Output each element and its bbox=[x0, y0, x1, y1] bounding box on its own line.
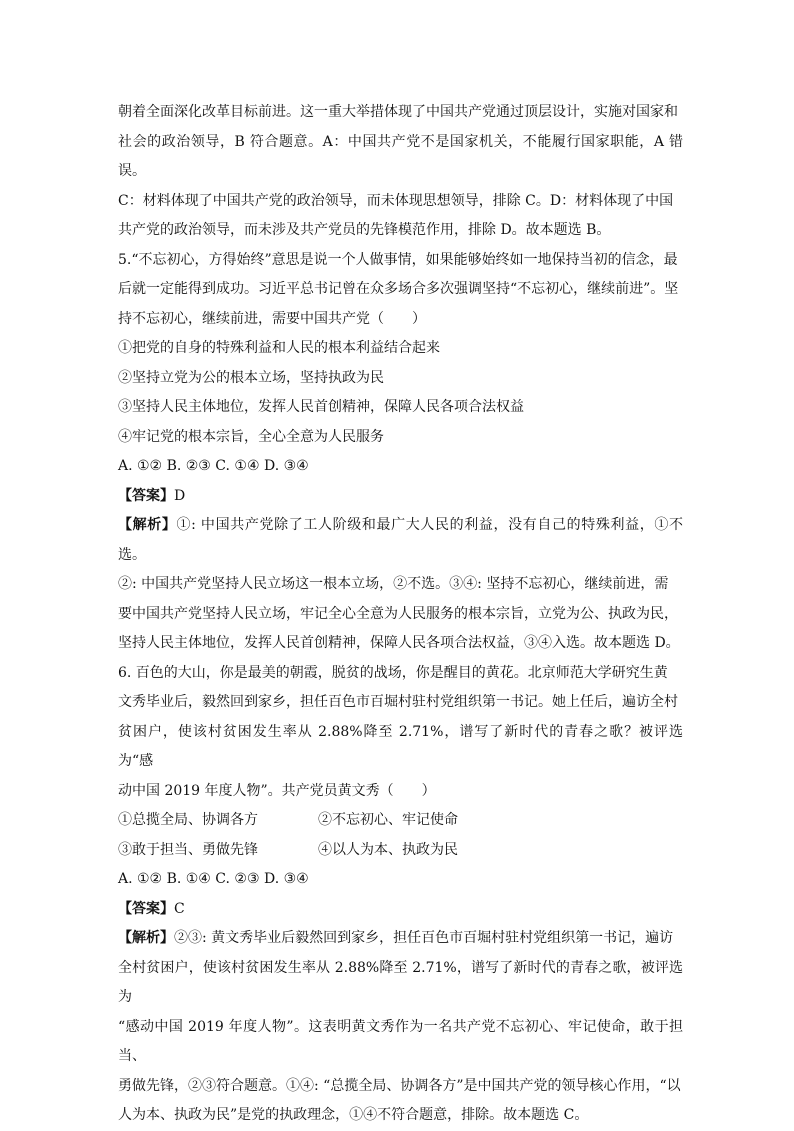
document-body bbox=[118, 98, 683, 1131]
q5-answer-label: 【答案】 bbox=[118, 487, 174, 504]
q4-analysis-line-1: 朝着全面深化改革目标前进。这一重大举措体现了中国共产党通过顶层设计，实施对国家和 bbox=[118, 104, 678, 120]
q6-option-2: ②不忘初心、牢记使命 bbox=[318, 812, 458, 828]
q6-analysis-text-1: ②③: 黄文秀毕业后毅然回到家乡，担任百色市百堀村驻村党组织第一书记，遍访 bbox=[174, 930, 674, 946]
q6-options-row-2 bbox=[118, 836, 683, 866]
q6-analysis-label: 【解析】 bbox=[118, 930, 174, 946]
q5-analysis-label: 【解析】 bbox=[118, 517, 177, 533]
q6-option-4: ④以人为本、执政为民 bbox=[318, 841, 458, 858]
q6-stem-line-3: 贫困户，使该村贫困发生率从 2.88%降至 2.71%，谱写了新时代的青春之歌？被评选为“感 bbox=[118, 723, 683, 769]
q6-analysis-line-5: 人为本、执政为民”是党的执政理念，①④不符合题意，排除。故本题选 C。 bbox=[118, 1107, 589, 1123]
q4-analysis-line-3: C：材料体现了中国共产党的政治领导，而未体现思想领导，排除 C。D：材料体现了中国 bbox=[118, 192, 674, 209]
q5-analysis-line-4: 坚持人民主体地位，发挥人民首创精神，保障人民各项合法权益，③④入选。故本题选 D。 bbox=[118, 635, 680, 651]
q6-answer bbox=[118, 895, 683, 925]
q6-option-3: ③敢于担当、勇做先锋 bbox=[118, 841, 258, 858]
q6-options-row-1 bbox=[118, 806, 683, 836]
q6-analysis-line-4: 勇做先锋，②③符合题意。①④: “总揽全局、协调各方”是中国共产党的领导核心作用，“以 bbox=[118, 1077, 681, 1094]
q6-analysis-line-3: “感动中国 2019 年度人物”。这表明黄文秀作为一名共产党不忘初心、牢记使命，敢于担当、 bbox=[118, 1018, 683, 1064]
q5-option-1: ①把党的自身的特殊利益和人民的根本利益结合起来 bbox=[118, 340, 440, 356]
q6-stem-line-2: 文秀毕业后，毅然回到家乡，担任百色市百堀村驻村党组织第一书记。她上任后，遍访全村 bbox=[118, 694, 678, 710]
q5-stem-line-1: 5.“不忘初心，方得始终”意思是说一个人做事情，如果能够始终如一地保持当初的信念，最 bbox=[118, 251, 678, 268]
q6-stem-line-1: 6. 百色的大山，你是最美的朝霞，脱贫的战场，你是醒目的黄花。北京师范大学研究生黄 bbox=[118, 664, 668, 681]
q4-analysis-line-2: 社会的政治领导，B 符合题意。A：中国共产党不是国家机关，不能履行国家职能，A 错误。 bbox=[118, 133, 683, 179]
q5-analysis-line-3: 要中国共产党坚持人民立场，牢记全心全意为人民服务的根本宗旨，立党为公、执政为民， bbox=[118, 605, 678, 622]
q5-stem-line-2: 后就一定能得到成功。习近平总书记曾在众多场合多次强调坚持“不忘初心，继续前进”。坚 bbox=[118, 281, 679, 297]
q6-answer-label: 【答案】 bbox=[118, 900, 174, 917]
q6-analysis-line-2: 全村贫困户，使该村贫困发生率从 2.88%降至 2.71%，谱写了新时代的青春之歌，被评选为 bbox=[118, 959, 683, 1005]
q5-analysis-line-1 bbox=[118, 511, 683, 570]
q6-option-1: ①总揽全局、协调各方 bbox=[118, 812, 258, 828]
q5-answer bbox=[118, 482, 683, 512]
q6-analysis-line-1 bbox=[118, 924, 683, 954]
q5-option-3: ③坚持人民主体地位，发挥人民首创精神，保障人民各项合法权益 bbox=[118, 399, 524, 415]
q5-option-2: ②坚持立党为公的根本立场，坚持执政为民 bbox=[118, 369, 384, 386]
q4-analysis-line-4: 共产党的政治领导，而未涉及共产党员的先锋模范作用，排除 D。故本题选 B。 bbox=[118, 222, 611, 238]
q6-stem-line-4: 动中国 2019 年度人物”。共产党员黄文秀（ ） bbox=[118, 782, 436, 799]
q5-analysis-text-1: ①: 中国共产党除了工人阶级和最广大人民的利益，没有自己的特殊利益，①不选。 bbox=[118, 517, 684, 563]
q5-analysis-line-2: ②: 中国共产党坚持人民立场这一根本立场，②不选。③④: 坚持不忘初心，继续前进，需 bbox=[118, 576, 669, 592]
q5-answer-value: D bbox=[174, 487, 186, 504]
q5-choices: A. ①② B. ②③ C. ①④ D. ③④ bbox=[118, 458, 309, 474]
q6-choices: A. ①② B. ①④ C. ②③ D. ③④ bbox=[118, 871, 309, 887]
q5-option-4: ④牢记党的根本宗旨，全心全意为人民服务 bbox=[118, 428, 384, 445]
q5-stem-line-3: 持不忘初心，继续前进，需要中国共产党（ ） bbox=[118, 310, 426, 327]
q6-answer-value: C bbox=[174, 900, 185, 917]
